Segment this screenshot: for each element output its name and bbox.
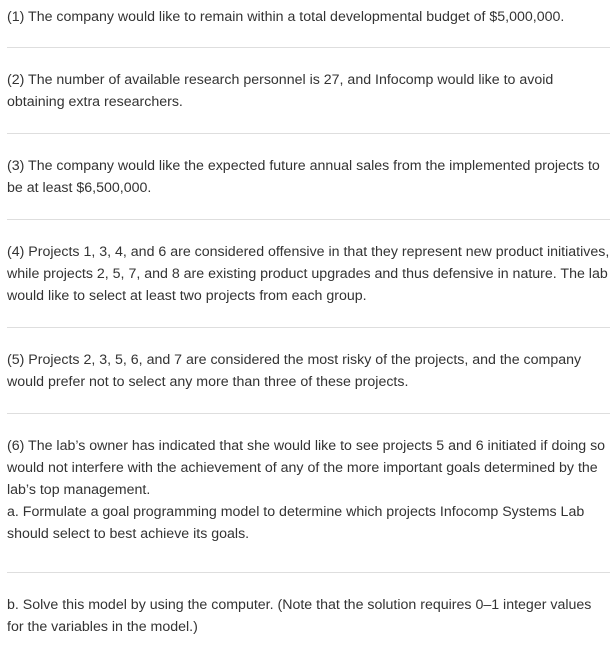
goal-3 bbox=[7, 155, 610, 199]
divider bbox=[7, 572, 610, 573]
goal-1 bbox=[7, 6, 610, 28]
divider bbox=[7, 413, 610, 414]
goal-2-text: (2) The number of available research personnel is 27, and Infocomp would like to avoid obtaining extra researchers. bbox=[7, 72, 554, 110]
goal-4-text: (4) Projects 1, 3, 4, and 6 are considered offensive in that they represent new product initiatives, while projects 2, 5, 7, and 8 are existing product upgrades and thus defensive in nature. The lab would like to select at least two projects from each group. bbox=[7, 244, 610, 304]
goal-6 bbox=[7, 435, 610, 545]
divider bbox=[7, 327, 610, 328]
goal-5 bbox=[7, 349, 610, 393]
goal-5-text: (5) Projects 2, 3, 5, 6, and 7 are considered the most risky of the projects, and the company would prefer not to select any more than three of these projects. bbox=[7, 352, 582, 390]
goal-6-text: (6) The lab’s owner has indicated that she would like to see projects 5 and 6 initiated if doing so would not interfere with the achievement of any of the more important goals determined by the lab’s top management. bbox=[7, 438, 606, 498]
divider bbox=[7, 219, 610, 220]
divider bbox=[7, 47, 610, 48]
question-b-text: b. Solve this model by using the computer. (Note that the solution requires 0–1 integer values for the variables in the model.) bbox=[7, 597, 592, 635]
goal-4 bbox=[7, 241, 610, 307]
divider bbox=[7, 133, 610, 134]
question-b bbox=[7, 594, 610, 638]
goal-1-text: (1) The company would like to remain within a total developmental budget of $5,000,000. bbox=[7, 9, 565, 25]
goal-3-text: (3) The company would like the expected future annual sales from the implemented projects to be at least $6,500,000. bbox=[7, 158, 600, 196]
question-a-text: a. Formulate a goal programming model to determine which projects Infocomp Systems Lab should select to best achieve its goals. bbox=[7, 504, 585, 542]
goal-2 bbox=[7, 69, 610, 113]
